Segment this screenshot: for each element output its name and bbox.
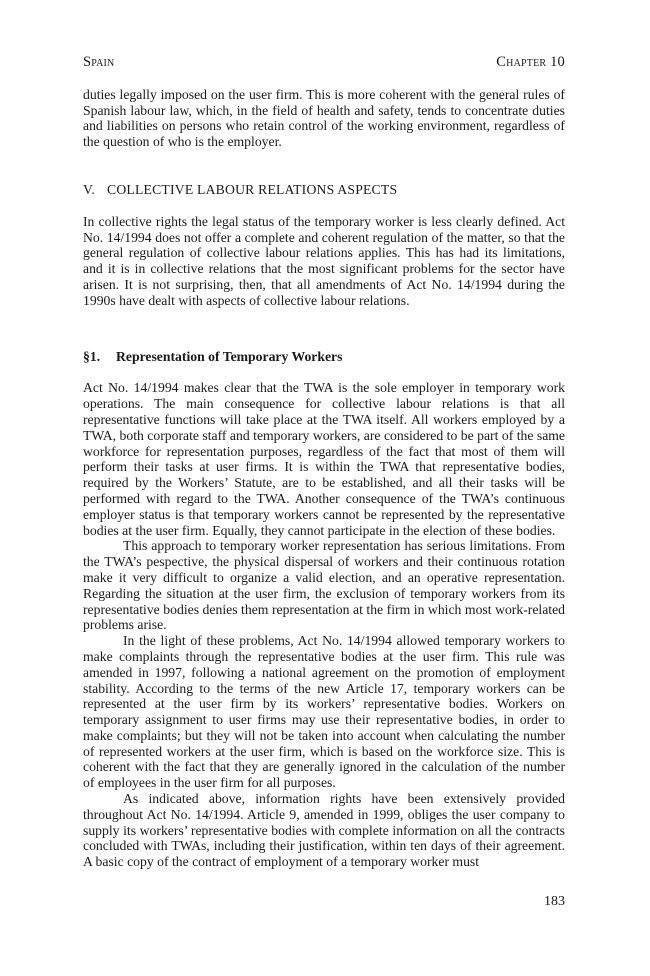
section-heading [83,182,565,198]
subsection-number: §1. [83,348,101,364]
running-head-chapter: Chapter 10 [496,54,565,70]
section-paragraph: In collective rights the legal status of the temporary worker is less clearly defined. Act No. 14/1994 does not offer a complete and coherent regulation of the matter, so that the general regulation of collective labour relations applies. This has had its limitations, and it is in collective relations that the most significant problems for the sector have arisen. It is not surprising, then, that all amendments of Act No. 14/1994 during the 1990s have dealt with aspects of collective labour relations. [83,213,565,308]
section-number: V. [83,181,95,197]
subsection-title: Representation of Temporary Workers [116,348,343,364]
intro-paragraph: duties legally imposed on the user firm. This is more coherent with the general rules of Spanish labour law, which, in the field of health and safety, tends to concentrate duties and liabilities on persons who retain control of the working environment, regardless of the question of who is the employer. [83,86,565,150]
running-head-country: Spain [83,54,115,70]
body-paragraph: Act No. 14/1994 makes clear that the TWA is the sole employer in temporary work operations. The main consequence for collective labour relations is that all representative functions will take place at the TWA itself. All workers employed by a TWA, both corporate staff and temporary workers, are considered to be part of the same workforce for representation purposes, regardless of the fact that most of them will perform their tasks at user firms. It is within the TWA that representative bodies, required by the Workers’ Statute, are to be established, and all their tasks will be performed with regard to the TWA. Another consequence of the TWA’s continuous employer status is that temporary workers cannot be represented by the representative bodies at the user firm. Equally, they cannot participate in the election of these bodies. [83,380,565,538]
page-number: 183 [544,894,565,909]
page-body [83,55,565,870]
body-paragraph: In the light of these problems, Act No. 14/1994 allowed temporary workers to make complaints through the representative bodies at the user firm. This rule was amended in 1997, following a national agreement on the promotion of employment stability. According to the terms of the new Article 17, temporary workers can be represented at the user firm by its workers’ representative bodies. Workers on temporary assignment to user firms may use their representative bodies, in order to make complaints; but they will not be taken into account when calculating the number of represented workers at the user firm, which is based on the workforce size. This is coherent with the fact that they are generally ignored in the calculation of the number of employees in the user firm for all purposes. [83,633,565,791]
subsection-heading [83,349,565,365]
section-title: COLLECTIVE LABOUR RELATIONS ASPECTS [107,181,398,197]
body-paragraph: This approach to temporary worker representation has serious limitations. From the TWA’s pespective, the physical dispersal of workers and their continuous rotation make it very difficult to organize a valid election, and an operative representation. Regarding the situation at the user firm, the exclusion of temporary workers from its representative bodies denies them representation at the firm in which most work-related problems arise. [83,538,565,633]
running-head [83,55,565,71]
body-paragraph: As indicated above, information rights have been extensively provided throughout Act No. 14/1994. Article 9, amended in 1999, obliges the user company to supply its workers’ representative bodies with complete information on all the contracts concluded with TWAs, including their justification, within ten days of their agreement. A basic copy of the contract of employment of a temporary worker must [83,791,565,870]
